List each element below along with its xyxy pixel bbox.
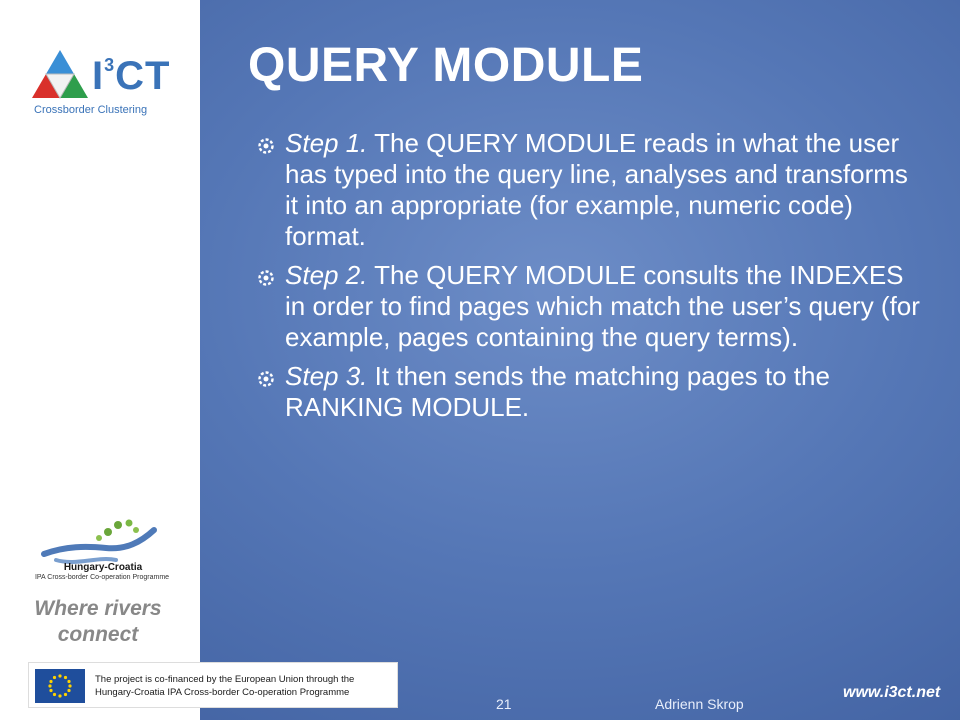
program-title: Hungary-Croatia [63,562,143,573]
slide-title: QUERY MODULE [248,39,644,92]
bullet-text: It then sends the matching pages to the RANKING MODULE. [285,361,830,422]
sidebar [0,0,200,720]
i3ct-emblem-icon [30,48,90,104]
i3ct-brand: $I^3CT$ [92,54,171,98]
bullet-text: The QUERY MODULE reads in what the user has typed into the query line, analyses and transforms it into an appropriate (for example, numeric code) format. [285,128,908,251]
slogan-line-2: connect [57,623,139,646]
gear-bullet-icon [258,138,274,154]
page-number: 21 [496,696,512,712]
program-subtitle: IPA Cross-border Co-operation Programme [34,574,170,581]
bullet-text: The QUERY MODULE consults the INDEXES in order to find pages which match the user’s query (for example, pages containing the query terms). [285,260,920,352]
bullet-step-label: Step 1. [285,128,368,158]
eu-notice-line-1: The project is co-financed by the European Union through the [95,674,355,685]
author-name: Adrienn Skrop [655,696,744,712]
website-link[interactable]: www.i3ct.net [843,684,941,701]
eu-flag-icon [35,669,85,703]
bullet-step-1 [258,128,920,252]
slogan [18,596,178,648]
eu-notice-line-2: Hungary-Croatia IPA Cross-border Co-operation Programme [95,687,350,698]
gear-bullet-icon [258,270,274,286]
bullet-step-label: Step 2. [285,260,368,290]
eu-notice-text [95,673,354,699]
eu-funding-notice [28,662,398,708]
slide-content [258,128,920,431]
slogan-line-1: Where rivers [34,597,162,620]
bullet-step-2 [258,260,920,353]
i3ct-logo [30,48,180,128]
logo-tagline: Crossborder Clustering [34,104,148,116]
gear-bullet-icon [258,371,274,387]
bullet-step-label: Step 3. [285,361,368,391]
bullet-step-3 [258,361,920,423]
